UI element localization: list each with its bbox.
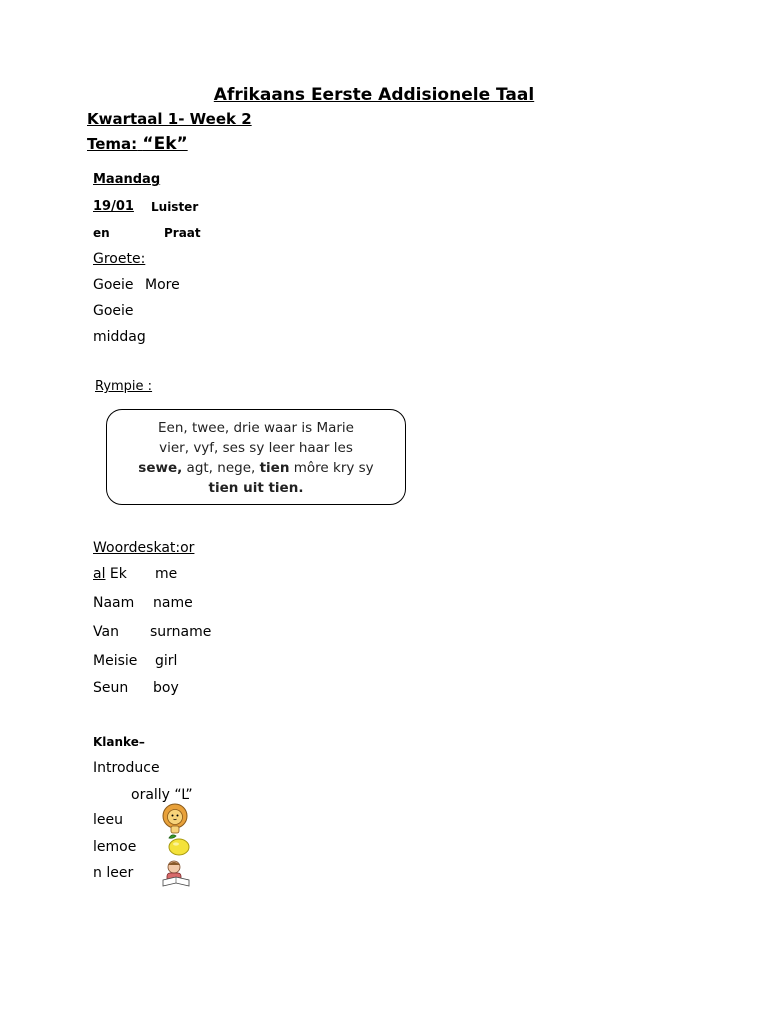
theme-line xyxy=(87,134,188,154)
word-leer: n leer xyxy=(93,865,134,881)
vocab-row xyxy=(93,566,127,582)
rhyme-line-3-c: tien xyxy=(259,460,290,476)
greeting2-a: Goeie xyxy=(93,303,134,319)
theme-value: “Ek” xyxy=(142,134,188,154)
vocab-prefix: al xyxy=(93,566,106,582)
rhyme-line-3-a: sewe, xyxy=(138,460,183,476)
word-leeu: leeu xyxy=(93,812,123,828)
greeting1-a: Goeie xyxy=(93,277,134,293)
vocab-en: surname xyxy=(150,624,212,640)
lion-icon xyxy=(161,802,189,834)
vocab-af: Seun xyxy=(93,680,129,696)
greetings-heading: Groete: xyxy=(93,251,146,267)
orally-text: orally “L” xyxy=(131,787,193,803)
day-heading: Maandag xyxy=(93,172,161,187)
vocab-en: me xyxy=(155,566,178,582)
rhyme-line-2: vier, vyf, ses sy leer haar les xyxy=(159,440,353,456)
greeting2-b: middag xyxy=(93,329,146,345)
term-week: Kwartaal 1- Week 2 xyxy=(87,110,252,128)
rhyme-line-3-d: môre kry sy xyxy=(289,460,374,476)
vocab-en: name xyxy=(153,595,193,611)
rhyme-line-3-b: agt, nege, xyxy=(182,460,260,476)
rhyme-heading: Rympie : xyxy=(95,379,153,394)
vocab-af: Ek xyxy=(109,566,127,582)
listen-label: Luister xyxy=(151,200,199,214)
theme-label: Tema: xyxy=(87,135,138,153)
rhyme-line-1: Een, twee, drie waar is Marie xyxy=(157,420,354,436)
sounds-heading: Klanke– xyxy=(93,735,145,749)
vocab-af: Van xyxy=(93,624,119,640)
vocab-en: girl xyxy=(155,653,178,669)
vocab-af: Meisie xyxy=(93,653,138,669)
introduce-text: Introduce xyxy=(93,760,160,776)
and-label: en xyxy=(93,226,110,240)
vocab-af: Naam xyxy=(93,595,135,611)
page-title: Afrikaans Eerste Addisionele Taal xyxy=(213,85,535,105)
greeting1-b: More xyxy=(145,277,180,293)
word-lemoe: lemoe xyxy=(93,839,137,855)
rhyme-line-3 xyxy=(107,458,405,478)
vocab-en: boy xyxy=(153,680,179,696)
vocab-heading: Woordeskat:or xyxy=(93,540,195,556)
rhyme-box xyxy=(106,409,406,505)
date: 19/01 xyxy=(93,199,134,214)
lemon-icon xyxy=(163,832,191,858)
speak-label: Praat xyxy=(164,226,201,240)
rhyme-line-4: tien uit tien. xyxy=(208,480,304,496)
reading-child-icon xyxy=(159,858,193,888)
